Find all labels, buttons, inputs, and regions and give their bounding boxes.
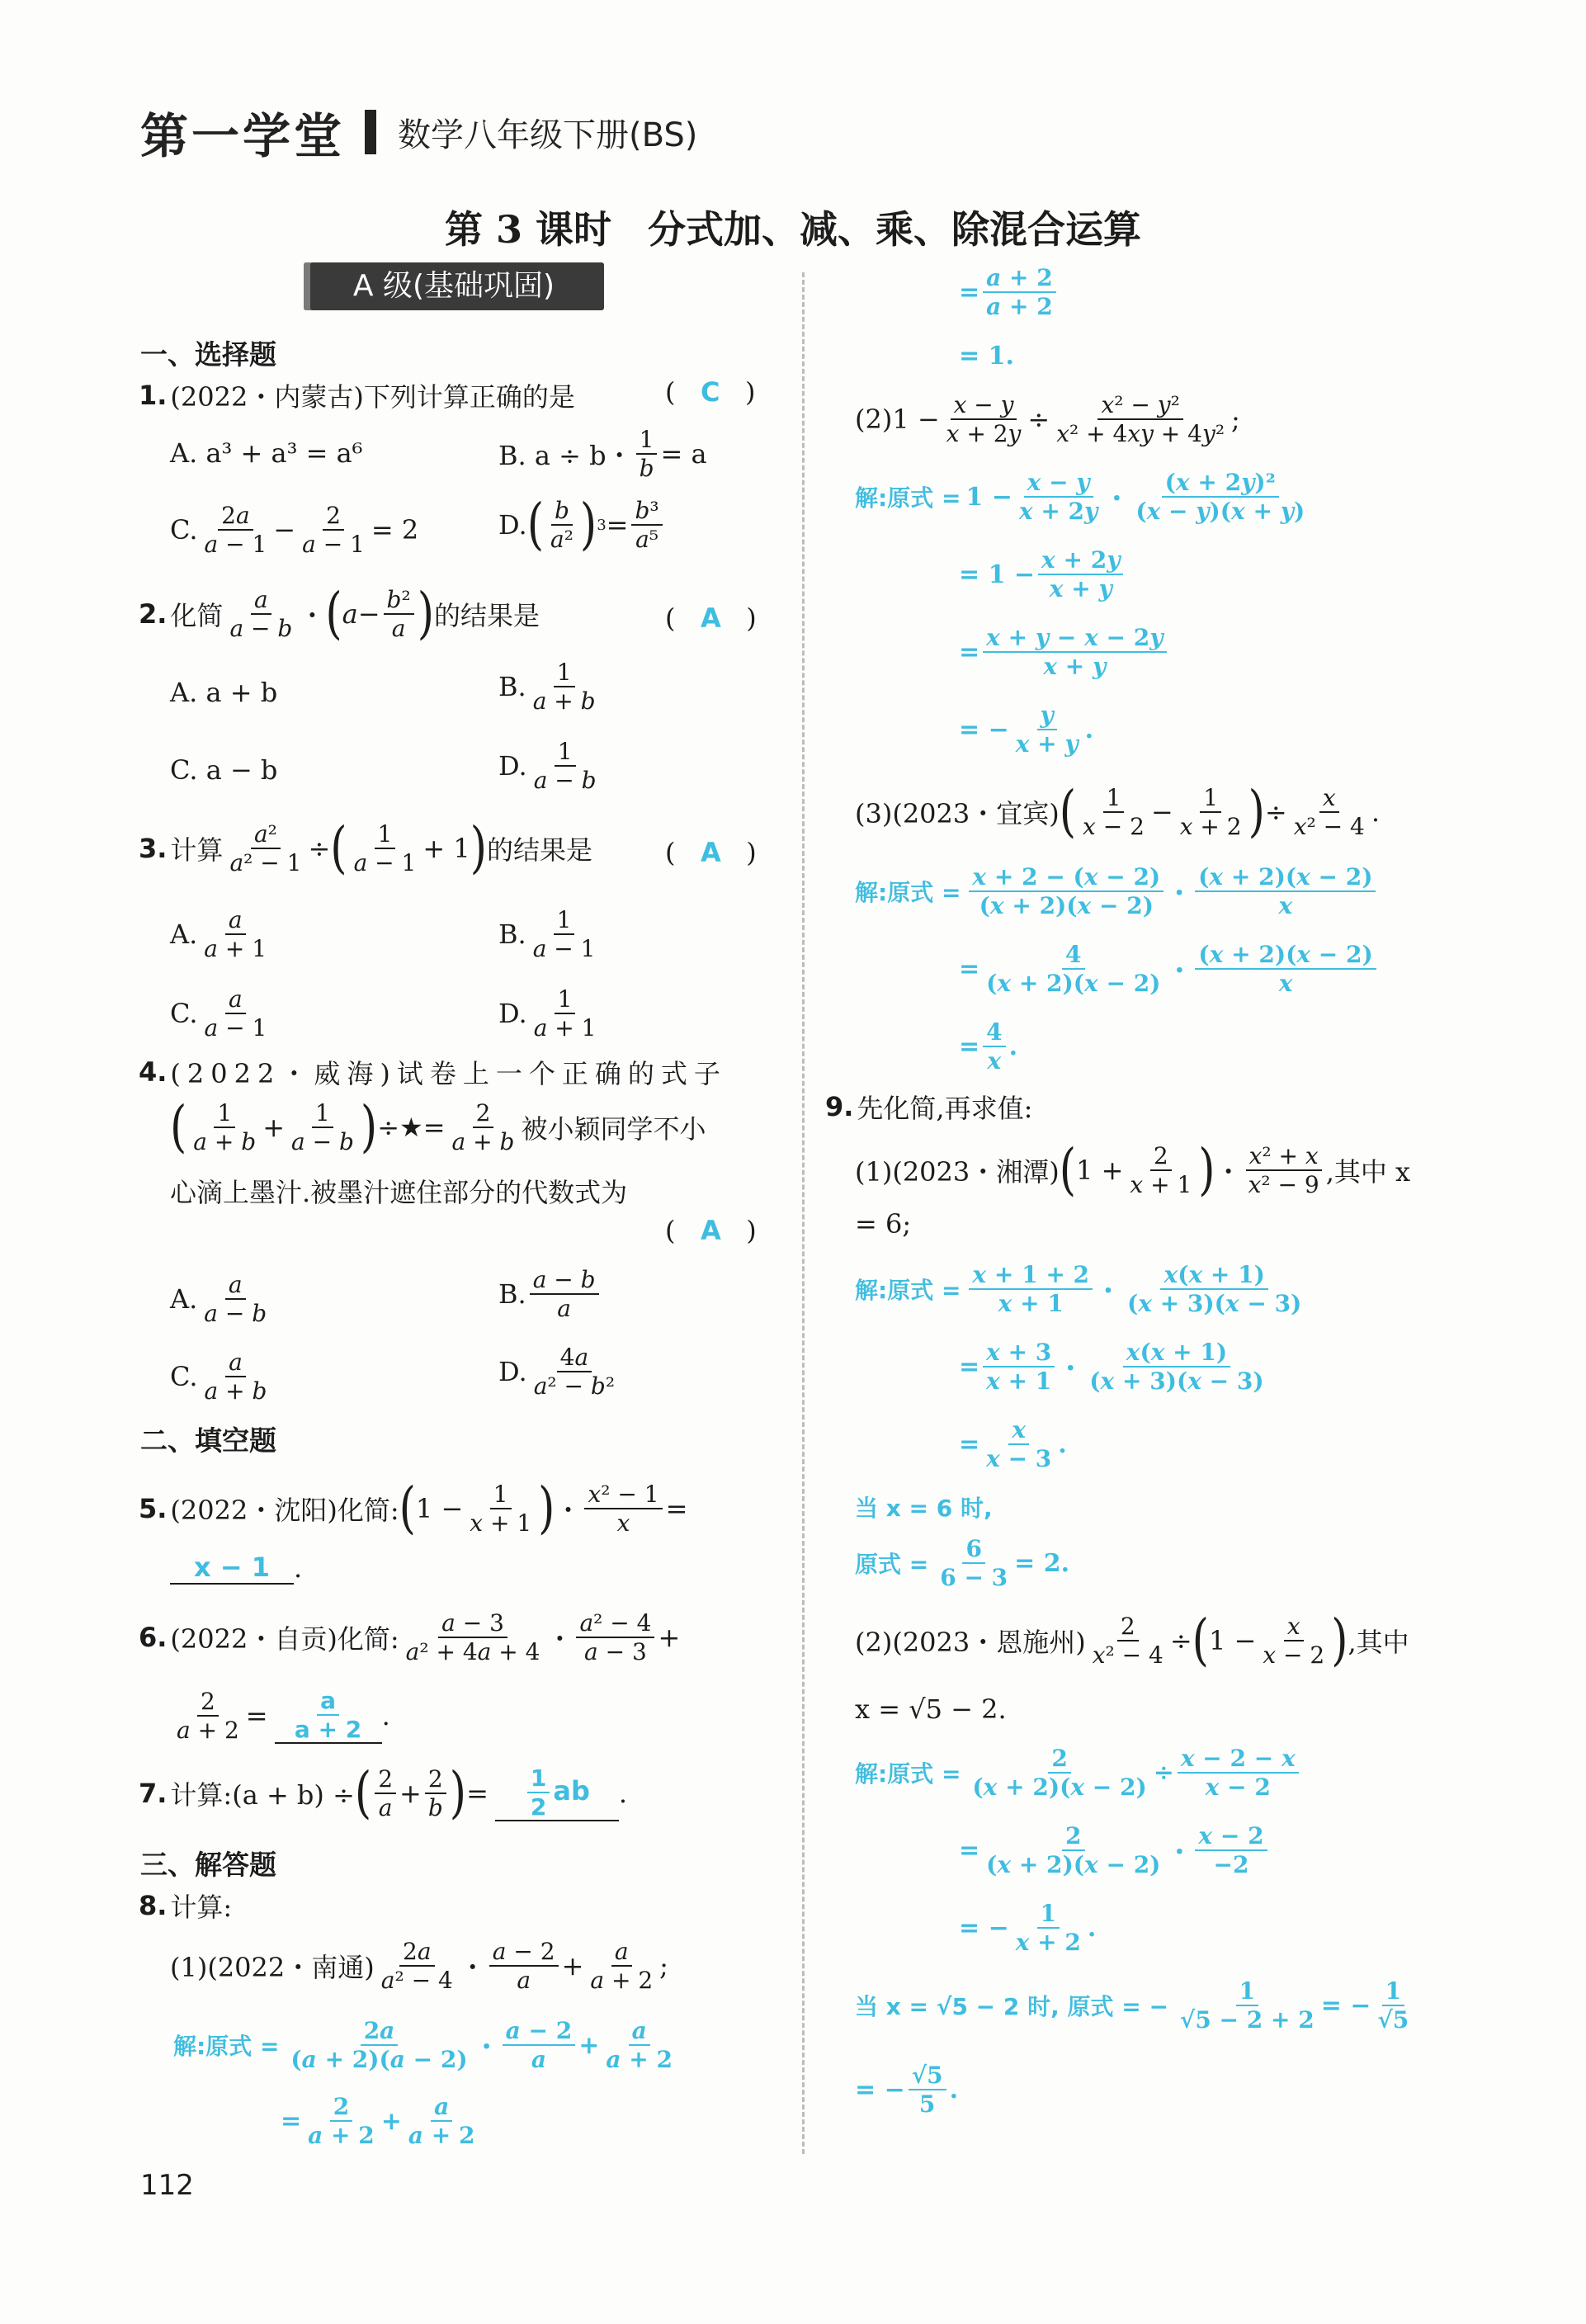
q8-1-solution-step3: = $\frac{a + 2}{a + 2}$ (959, 266, 1060, 319)
q9-1-result-label: 原式 = (855, 1551, 929, 1579)
q4-option-c (170, 1350, 273, 1404)
solution-label-4: 解:原式 = (855, 1277, 961, 1305)
q2-option-c: C. a − b (170, 754, 278, 786)
q5-answer-line: x − 1 . (170, 1552, 302, 1585)
q6-text: (2022・自贡)化简: (170, 1623, 399, 1656)
q6-answer (291, 1689, 365, 1742)
q1-optd-frac1: $\frac{b}{\text{a²}}$ (550, 497, 574, 554)
q4-stem-line1 (139, 1053, 727, 1091)
q8-part1: (1)(2022・南通) $\frac{2a}{\text{a² − 4}}$ ・ $\frac{a - 2}{a}$ + $\frac{a}{a + 2}$ ; (170, 1938, 668, 1995)
q3-text-post: 的结果是 (486, 834, 592, 867)
book-header (140, 99, 697, 165)
q3-frac: $\frac{\text{a²}}{\text{a² − 1}}$ (229, 820, 302, 877)
q3-optd-frac: $\frac{1}{a + 1}$ (533, 985, 597, 1042)
q9-2-frac2: $\frac{x}{x - 2}$ (1263, 1613, 1325, 1670)
q1-option-b (498, 427, 707, 481)
q7-answer: ab (553, 1774, 590, 1807)
q1-optc-frac2: $\frac{2}{a - 1}$ (302, 502, 365, 559)
q4-stem-line3: 心滴上墨汁.被墨汁遮住部分的代数式为 (170, 1177, 628, 1208)
q7-answer-frac: $\frac{1}{2}$ (527, 1766, 550, 1820)
q6-frac3: $\frac{2}{a + 2}$ (177, 1688, 239, 1745)
q4-frac2: $\frac{1}{a - b}$ (291, 1099, 354, 1156)
q6-number: 6. (139, 1622, 168, 1654)
q1-text: (2022・内蒙古)下列计算正确的是 (170, 381, 575, 413)
q2-frac2: $\frac{\text{b²}}{a}$ (384, 588, 414, 641)
q9-number: 9. (825, 1091, 854, 1122)
q8-text: 计算: (170, 1892, 233, 1923)
q1-answer-box: ( C ) (665, 376, 756, 408)
q8-3-frac2: $\frac{1}{x + 2}$ (1179, 784, 1242, 841)
q4-frac3: $\frac{2}{a + b}$ (451, 1099, 515, 1156)
q5-number: 5. (139, 1493, 168, 1525)
q8-part2: (2)1 − $\frac{x - y}{x + 2y}$ ÷ $\frac{\text{x² − y²}}{\text{x² + 4xy + 4y²}}$ ; (855, 391, 1240, 448)
q9-part1-condition: = 6; (855, 1208, 912, 1240)
lesson-title (0, 200, 1586, 254)
q6-answer-num: a (317, 1689, 339, 1716)
q2-answer-box: ( A ) (665, 602, 757, 634)
q4-optd-label: D. (498, 1356, 527, 1388)
q8-2-solution-step1: 解:原式 = 1 − $\frac{x - y}{x + 2y}$ ・ $\frac{\text{(x + 2y)²}}{(x - y)(x + y)}$ (855, 469, 1305, 526)
q8-3-frac3: $\frac{x}{\text{x² − 4}}$ (1293, 784, 1365, 841)
q3-optb-frac: $\frac{1}{a - 1}$ (532, 906, 596, 963)
q9-1-when (855, 1490, 998, 1523)
q2-optd-label: D. (498, 750, 527, 782)
q4-answer: A (701, 1215, 721, 1246)
q2-text-pre: 化简 (170, 600, 224, 632)
lesson-number: 第 3 课时 (444, 207, 612, 252)
q9-part2-tail: ,其中 (1348, 1627, 1409, 1659)
q2-stem: 2. 化简 $\frac{a}{a - b}$ ・ ( a − $\frac{\text{b²}}{a}$ ) 的结果是 (139, 582, 540, 647)
q3-frac2: $\frac{1}{a - 1}$ (353, 820, 417, 877)
q9-1-solution-step3: = $\frac{x}{x - 3}$ . (959, 1416, 1067, 1473)
q9-2-solution-step1: 解:原式 = $\frac{2}{(x + 2)(x - 2)}$ ÷ $\frac{x - 2 - x}{x - 2}$ (855, 1746, 1302, 1800)
q8-2-solution-step3: = $\frac{x + y - x - 2y}{x + y}$ (959, 626, 1170, 679)
q7-stem: 7. 计算:(a + b) ÷ ( $\frac{2}{a}$ + $\frac{2}{b}$ ) = $\frac{1}{2}$ ab . (139, 1761, 628, 1826)
level-badge (304, 262, 604, 310)
q8-2-solution-step2: = 1 − $\frac{x + 2y}{x + y}$ (959, 548, 1126, 602)
q6-frac2: $\frac{\text{a² − 4}}{a - 3}$ (576, 1611, 654, 1665)
q2-option-b (498, 660, 602, 714)
q9-1-frac1: $\frac{2}{x + 1}$ (1130, 1142, 1192, 1199)
q5-frac1: $\frac{1}{x + 1}$ (470, 1481, 532, 1538)
q8-1-frac2: $\frac{a - 2}{a}$ (489, 1939, 559, 1993)
q9-1-when-text: 当 x = 6 时, (855, 1495, 993, 1522)
q8-3-frac1: $\frac{1}{x - 2}$ (1083, 784, 1145, 841)
q8-2-frac1: $\frac{x - y}{x + 2y}$ (946, 391, 1022, 448)
q9-part2: (2)(2023・恩施州) $\frac{2}{\text{x² − 4}}$ ÷ ( 1 − $\frac{x}{x - 2}$ ) ,其中 (855, 1608, 1409, 1674)
q9-part1-label: (1)(2023・湘潭) (855, 1156, 1060, 1188)
q8-2-frac2: $\frac{\text{x² − y²}}{\text{x² + 4xy + 4y²}}$ (1056, 391, 1225, 448)
q4-text-1: (2022・威海)试卷上一个正确的式子 (170, 1058, 727, 1089)
q1-answer: C (701, 376, 720, 408)
q1-optd-pre: D. (498, 509, 527, 541)
q4-optc-frac: $\frac{a}{a + b}$ (204, 1349, 267, 1405)
q9-text: 先化简,再求值: (857, 1093, 1033, 1124)
q8-number: 8. (139, 1890, 168, 1921)
q8-part2-label: (2)1 − (855, 404, 940, 436)
q8-3-solution-step2: = $\frac{4}{(x + 2)(x - 2)}$ ・ $\frac{(x + 2)(x - 2)}{x}$ (959, 942, 1380, 996)
q2-text-post: 的结果是 (434, 600, 540, 632)
q1-optb-frac: $\frac{1}{b}$ (636, 427, 658, 481)
q4-option-b (498, 1268, 602, 1321)
q3-stem: 3. 计算 $\frac{\text{a²}}{\text{a² − 1}}$ ÷ ( $\frac{1}{a - 1}$ + 1 ) 的结果是 (139, 816, 592, 881)
solution-label: 解:原式 = (173, 2033, 280, 2061)
q4-answer-box: ( A ) (665, 1215, 757, 1246)
q9-2-when-text: 当 x = √5 − 2 时, 原式 = − (855, 1993, 1168, 2021)
q8-2-solution-step4: = − $\frac{y}{x + y}$ . (959, 701, 1094, 758)
q9-part2-label: (2)(2023・恩施州) (855, 1627, 1086, 1659)
q8-1-solution-step2: = $\frac{2}{a + 2}$ + $\frac{a}{a + 2}$ (281, 2093, 475, 2150)
q1-optb-pre: B. a ÷ b・ (498, 440, 633, 472)
q1-optc-post: = 2 (371, 514, 419, 546)
q5-text: (2022・沈阳)化简: (170, 1495, 399, 1527)
q8-3-solution-step3: = $\frac{4}{x}$ . (959, 1018, 1018, 1075)
q2-option-a: A. a + b (170, 677, 278, 708)
q4-stem-line2: ( $\frac{1}{a + b}$ + $\frac{1}{a - b}$ ) ÷★= $\frac{2}{a + b}$ 被小颖同学不小 (170, 1095, 706, 1160)
q8-1-frac1: $\frac{2a}{\text{a² − 4}}$ (380, 1938, 453, 1995)
q8-part3: (3)(2023・宜宾) ( $\frac{1}{x - 2}$ − $\frac{1}{x + 2}$ ) ÷ $\frac{x}{\text{x² − 4}}$ . (855, 780, 1380, 845)
q9-1-frac2: $\frac{\text{x² + x}}{\text{x² − 9}}$ (1245, 1144, 1323, 1197)
q4-optb-frac: $\frac{a - b}{a}$ (530, 1268, 599, 1321)
level-badge-label: A 级(基础巩固) (352, 269, 555, 303)
q9-1-solution-step1: 解:原式 = $\frac{x + 1 + 2}{x + 1}$ ・ $\frac{x(x + 1)}{(x + 3)(x - 3)}$ (855, 1261, 1302, 1318)
q2-optb-label: B. (498, 671, 526, 703)
q4-frac1: $\frac{1}{a + b}$ (193, 1099, 257, 1156)
q9-stem (825, 1088, 1032, 1126)
q9-2-final: = − $\frac{√5}{5}$ . (855, 2062, 959, 2119)
q2-option-d (498, 739, 603, 793)
q4-opta-frac: $\frac{a}{a - b}$ (204, 1271, 267, 1328)
q9-2-solution-step3: = − $\frac{1}{x + 2}$ . (959, 1900, 1097, 1957)
q8-1-frac3: $\frac{a}{a + 2}$ (590, 1938, 654, 1995)
column-divider (802, 272, 805, 2154)
q8-part3-label: (3)(2023・宜宾) (855, 798, 1060, 830)
solution-label-5: 解:原式 = (855, 1760, 961, 1788)
q1-optc-frac1: $\frac{2a}{a - 1}$ (204, 502, 267, 559)
brand-title: 第一学堂 (140, 108, 346, 164)
q6-stem: 6. (2022・自贡)化简: $\frac{a - 3}{\text{a² + 4a + 4}}$ ・ $\frac{\text{a² − 4}}{a - 3}$ + (139, 1609, 681, 1666)
q6-answer-den: a + 2 (294, 1716, 362, 1744)
solution-label-2: 解:原式 = (855, 484, 961, 513)
q4-optd-frac: $\frac{4a}{\text{a² − b²}}$ (533, 1344, 616, 1401)
q3-option-c (170, 987, 273, 1041)
q1-optd-post: = (606, 509, 629, 541)
q3-optc-frac: $\frac{a}{a - 1}$ (204, 985, 267, 1042)
q9-part1-tail: ,其中 x (1325, 1156, 1411, 1188)
q8-1-solution-step4: = 1. (959, 342, 1014, 371)
solution-label-3: 解:原式 = (855, 879, 961, 907)
q2-number: 2. (139, 598, 168, 631)
q2-answer: A (701, 602, 721, 634)
q3-text-pre: 计算 (170, 834, 224, 867)
q9-1-solution-step2: = $\frac{x + 3}{x + 1}$ ・ $\frac{x(x + 1)}{(x + 3)(x - 3)}$ (959, 1339, 1264, 1396)
q8-3-solution-step1: 解:原式 = $\frac{x + 2 - (x - 2)}{(x + 2)(x - 2)}$ ・ $\frac{(x + 2)(x - 2)}{x}$ (855, 865, 1379, 919)
q8-stem (139, 1887, 232, 1925)
q4-number: 4. (139, 1056, 168, 1088)
lesson-topic: 分式加、减、乘、除混合运算 (648, 207, 1142, 252)
q7-text: 计算:(a + b) ÷ (170, 1779, 355, 1811)
q3-option-b (498, 908, 602, 961)
q7-frac1: $\frac{2}{a}$ (375, 1767, 396, 1821)
q1-optb-post: = a (660, 438, 707, 470)
q4-optb-label: B. (498, 1278, 526, 1311)
q9-part1: (1)(2023・湘潭) ( 1 + $\frac{2}{x + 1}$ ) ・ $\frac{\text{x² + x}}{\text{x² − 9}}$ ,其中 x (855, 1138, 1411, 1203)
q2-optd-frac: $\frac{1}{a - b}$ (533, 738, 597, 795)
q9-2-solution-step2: = $\frac{2}{(x + 2)(x - 2)}$ ・ $\frac{x - 2}{-2}$ (959, 1824, 1271, 1878)
q9-1-result: 原式 = $\frac{6}{6 - 3}$ = 2. (855, 1535, 1070, 1592)
q1-option-c: C. $\frac{2a}{a - 1}$ − $\frac{2}{a - 1}$ = 2 (170, 502, 419, 559)
section-fill: 二、填空题 (140, 1424, 276, 1457)
q1-optc-pre: C. (170, 514, 198, 546)
q6-frac1: $\frac{a - 3}{\text{a² + 4a + 4}}$ (405, 1609, 540, 1666)
q3-opta-frac: $\frac{a}{a + 1}$ (204, 906, 267, 963)
page-number: 112 (140, 2169, 194, 2202)
q9-2-when: 当 x = √5 − 2 时, 原式 = − $\frac{1}{√5 - 2 + 2}$ = − $\frac{1}{√5}$ (855, 1977, 1409, 2034)
q3-optc-label: C. (170, 998, 198, 1030)
q5-answer: x − 1 (194, 1552, 270, 1583)
q8-part1-label: (1)(2022・南通) (170, 1952, 375, 1984)
q3-option-d (498, 987, 602, 1041)
book-subtitle: 数学八年级下册(BS) (398, 116, 698, 154)
q4-opta-label: A. (170, 1283, 198, 1316)
q3-option-a (170, 908, 273, 961)
q1-optd-frac2: $\frac{\text{b³}}{\text{a⁵}}$ (631, 498, 662, 552)
q1-stem (139, 376, 575, 414)
q3-answer: A (701, 837, 721, 868)
q6-answer-line: $\frac{2}{a + 2}$ = $\frac{a}{a + 2}$ . (170, 1689, 390, 1744)
q1-number: 1. (139, 380, 168, 411)
q5-stem: 5. (2022・沈阳)化简: ( 1 − $\frac{1}{x + 1}$ ) ・ $\frac{\text{x² − 1}}{x}$ = (139, 1476, 688, 1542)
q5-frac2: $\frac{\text{x² − 1}}{x}$ (584, 1482, 662, 1536)
q8-1-solution-step1: 解:原式 = $\frac{2a}{(a + 2)(a - 2)}$ ・ $\frac{a - 2}{a}$ + $\frac{a}{a + 2}$ (173, 2017, 673, 2074)
q3-number: 3. (139, 833, 168, 865)
q4-option-d (498, 1345, 621, 1399)
q4-option-a (170, 1273, 273, 1326)
q1-option-a: A. a³ + a³ = a⁶ (170, 437, 363, 469)
header-separator (365, 110, 376, 154)
section-choice: 一、选择题 (140, 338, 276, 371)
q3-optd-label: D. (498, 998, 527, 1030)
q2-frac: $\frac{a}{a - b}$ (229, 586, 293, 643)
q2-optb-frac: $\frac{1}{a + b}$ (532, 659, 596, 716)
q1-option-d: D. ( $\frac{b}{\text{a²}}$ ) 3 = $\frac{\text{b³}}{\text{a⁵}}$ (498, 498, 666, 552)
q3-opta-label: A. (170, 919, 198, 951)
q3-optb-label: B. (498, 919, 526, 951)
q9-2-frac1: $\frac{2}{\text{x² − 4}}$ (1092, 1613, 1164, 1670)
section-solve: 三、解答题 (140, 1849, 276, 1881)
q4-optc-label: C. (170, 1361, 198, 1393)
q3-answer-box: ( A ) (665, 837, 757, 868)
q4-text-2: 被小颖同学不小 (521, 1113, 706, 1145)
q9-part2-condition: x = √5 − 2. (855, 1693, 1007, 1725)
q7-number: 7. (139, 1778, 168, 1810)
q7-frac2: $\frac{2}{b}$ (425, 1767, 446, 1821)
